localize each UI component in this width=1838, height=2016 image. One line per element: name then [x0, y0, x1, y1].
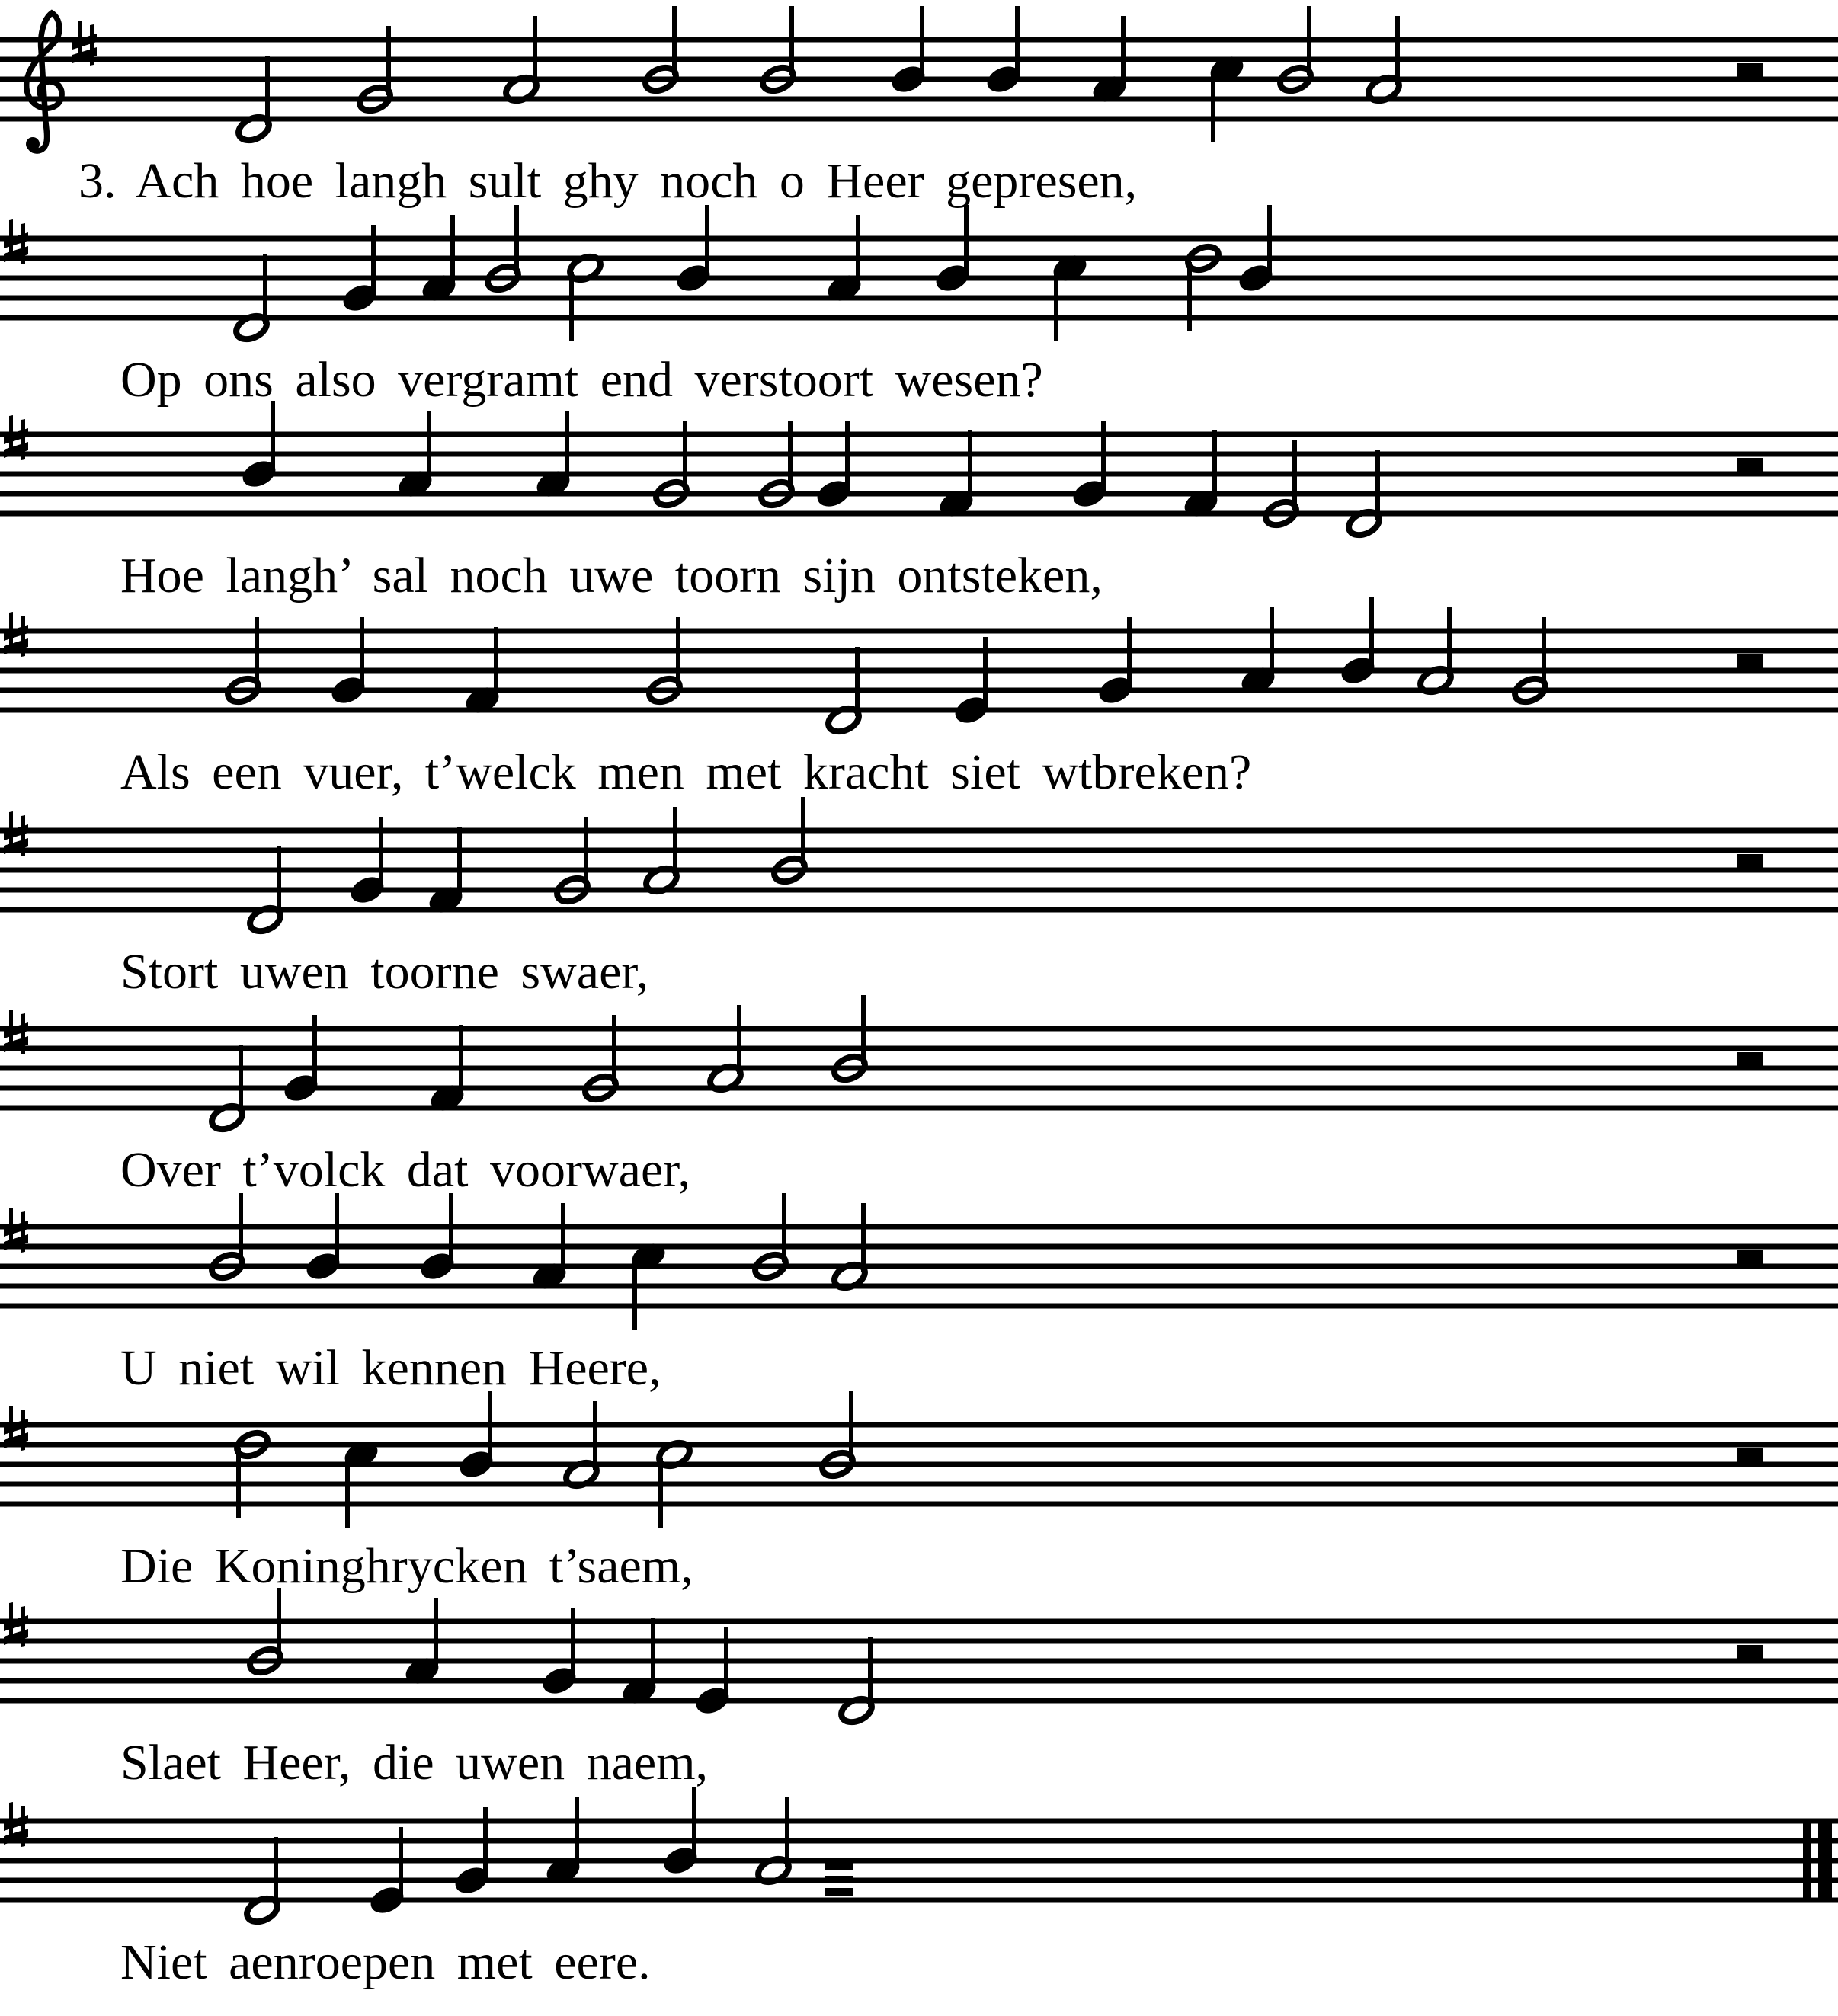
- staff: [0, 193, 1838, 360]
- staff-line: [0, 1678, 1838, 1684]
- key-signature-sharp-icon: [4, 1208, 28, 1253]
- final-breve-note: [825, 1863, 853, 1896]
- lyric-line: Die Koninghrycken t’saem,: [120, 1538, 693, 1594]
- staff: [0, 1181, 1838, 1349]
- staff: [0, 0, 1838, 162]
- staff-line: [0, 296, 1838, 301]
- staff: [0, 785, 1838, 952]
- note: [642, 6, 679, 95]
- note: [208, 1193, 245, 1282]
- key-signature-sharp-icon: [4, 219, 28, 264]
- staff-line: [0, 1244, 1838, 1250]
- half-rest: [1737, 458, 1763, 474]
- staff-line: [0, 1046, 1838, 1051]
- staff-line: [0, 828, 1838, 834]
- note: [240, 401, 277, 490]
- staff-line: [0, 848, 1838, 853]
- lyric-line: Hoe langh’ sal noch uwe toorn sijn ontsteken,: [120, 548, 1103, 603]
- lyric-line: U niet wil kennen Heere,: [120, 1340, 661, 1396]
- staff-line: [0, 97, 1838, 102]
- lyric-line: Als een vuer, t’welck men met kracht siet wtbreken?: [120, 744, 1252, 800]
- lyric-line: Stort uwen toorne swaer,: [120, 944, 649, 1000]
- staff-line: [0, 1819, 1838, 1824]
- half-rest: [1737, 1645, 1763, 1661]
- half-rest: [1737, 1250, 1763, 1266]
- key-signature-sharp-icon: [4, 612, 28, 657]
- note: [418, 1193, 456, 1282]
- note: [1237, 205, 1274, 294]
- staff-line: [0, 1066, 1838, 1071]
- note: [1339, 597, 1376, 686]
- staff-line: [0, 648, 1838, 654]
- note: [674, 205, 712, 294]
- staff-line: [0, 37, 1838, 43]
- staff-line: [0, 1619, 1838, 1624]
- staff-line: [0, 276, 1838, 281]
- staff-line: [0, 1106, 1838, 1111]
- key-signature-sharp-icon: [4, 1406, 28, 1451]
- staff-line: [0, 888, 1838, 893]
- staff-line: [0, 688, 1838, 693]
- staff-line: [0, 256, 1838, 261]
- staff: [0, 585, 1838, 753]
- half-rest: [1737, 654, 1763, 670]
- half-rest: [1737, 1052, 1763, 1068]
- note: [484, 205, 521, 294]
- staff-line: [0, 315, 1838, 321]
- note: [770, 797, 808, 886]
- staff-line: [0, 452, 1838, 457]
- staff: [0, 1379, 1838, 1547]
- staff-line: [0, 1462, 1838, 1467]
- staff: [0, 389, 1838, 556]
- staff-line: [0, 1442, 1838, 1448]
- note: [246, 1588, 283, 1677]
- lyric-line: Niet aenroepen met eere.: [120, 1934, 651, 1990]
- key-signature-sharp-icon: [4, 415, 28, 460]
- staff-line: [0, 629, 1838, 634]
- staff-line: [0, 1284, 1838, 1289]
- key-signature-sharp-icon: [4, 1802, 28, 1847]
- key-signature-sharp-icon: [4, 1602, 28, 1647]
- half-rest: [1737, 1448, 1763, 1464]
- note: [985, 6, 1022, 95]
- note: [751, 1193, 789, 1282]
- note: [933, 205, 971, 294]
- staff-line: [0, 432, 1838, 437]
- lyric-line: Slaet Heer, die uwen naem,: [120, 1735, 709, 1790]
- staff-line: [0, 472, 1838, 477]
- note: [818, 1391, 856, 1480]
- note: [304, 1193, 341, 1282]
- staff-line: [0, 491, 1838, 497]
- note: [889, 6, 927, 95]
- half-rest: [1737, 854, 1763, 870]
- staff-line: [0, 1502, 1838, 1507]
- staff-line: [0, 57, 1838, 62]
- note: [457, 1391, 495, 1480]
- staff-line: [0, 511, 1838, 517]
- note: [661, 1787, 699, 1877]
- treble-clef-icon: [26, 13, 62, 151]
- key-signature-sharp-icon: [4, 1010, 28, 1054]
- half-rest: [1737, 63, 1763, 79]
- staff-line: [0, 668, 1838, 674]
- staff-line: [0, 1224, 1838, 1230]
- staff-line: [0, 868, 1838, 873]
- staff-line: [0, 1482, 1838, 1487]
- staff-line: [0, 236, 1838, 242]
- note: [1276, 6, 1314, 95]
- staff: [0, 983, 1838, 1150]
- staff-line: [0, 1698, 1838, 1704]
- lyric-line: Over t’volck dat voorwaer,: [120, 1142, 691, 1198]
- note: [759, 6, 796, 95]
- staff: [0, 1775, 1838, 1943]
- note: [831, 995, 868, 1084]
- staff-line: [0, 1639, 1838, 1644]
- clef-tail-dot: [26, 137, 40, 151]
- key-signature-sharp-icon: [4, 811, 28, 856]
- staff-line: [0, 1422, 1838, 1428]
- lyric-line: Op ons also vergramt end verstoort wesen?: [120, 352, 1043, 408]
- staff-line: [0, 1264, 1838, 1269]
- staff-line: [0, 1026, 1838, 1032]
- staff-line: [0, 1304, 1838, 1309]
- lyric-line: 3. Ach hoe langh sult ghy noch o Heer gepresen,: [78, 153, 1138, 209]
- staff-line: [0, 1086, 1838, 1091]
- staff-line: [0, 117, 1838, 122]
- staff-line: [0, 708, 1838, 713]
- key-signature-sharp-icon: [72, 21, 97, 66]
- staff: [0, 1576, 1838, 1743]
